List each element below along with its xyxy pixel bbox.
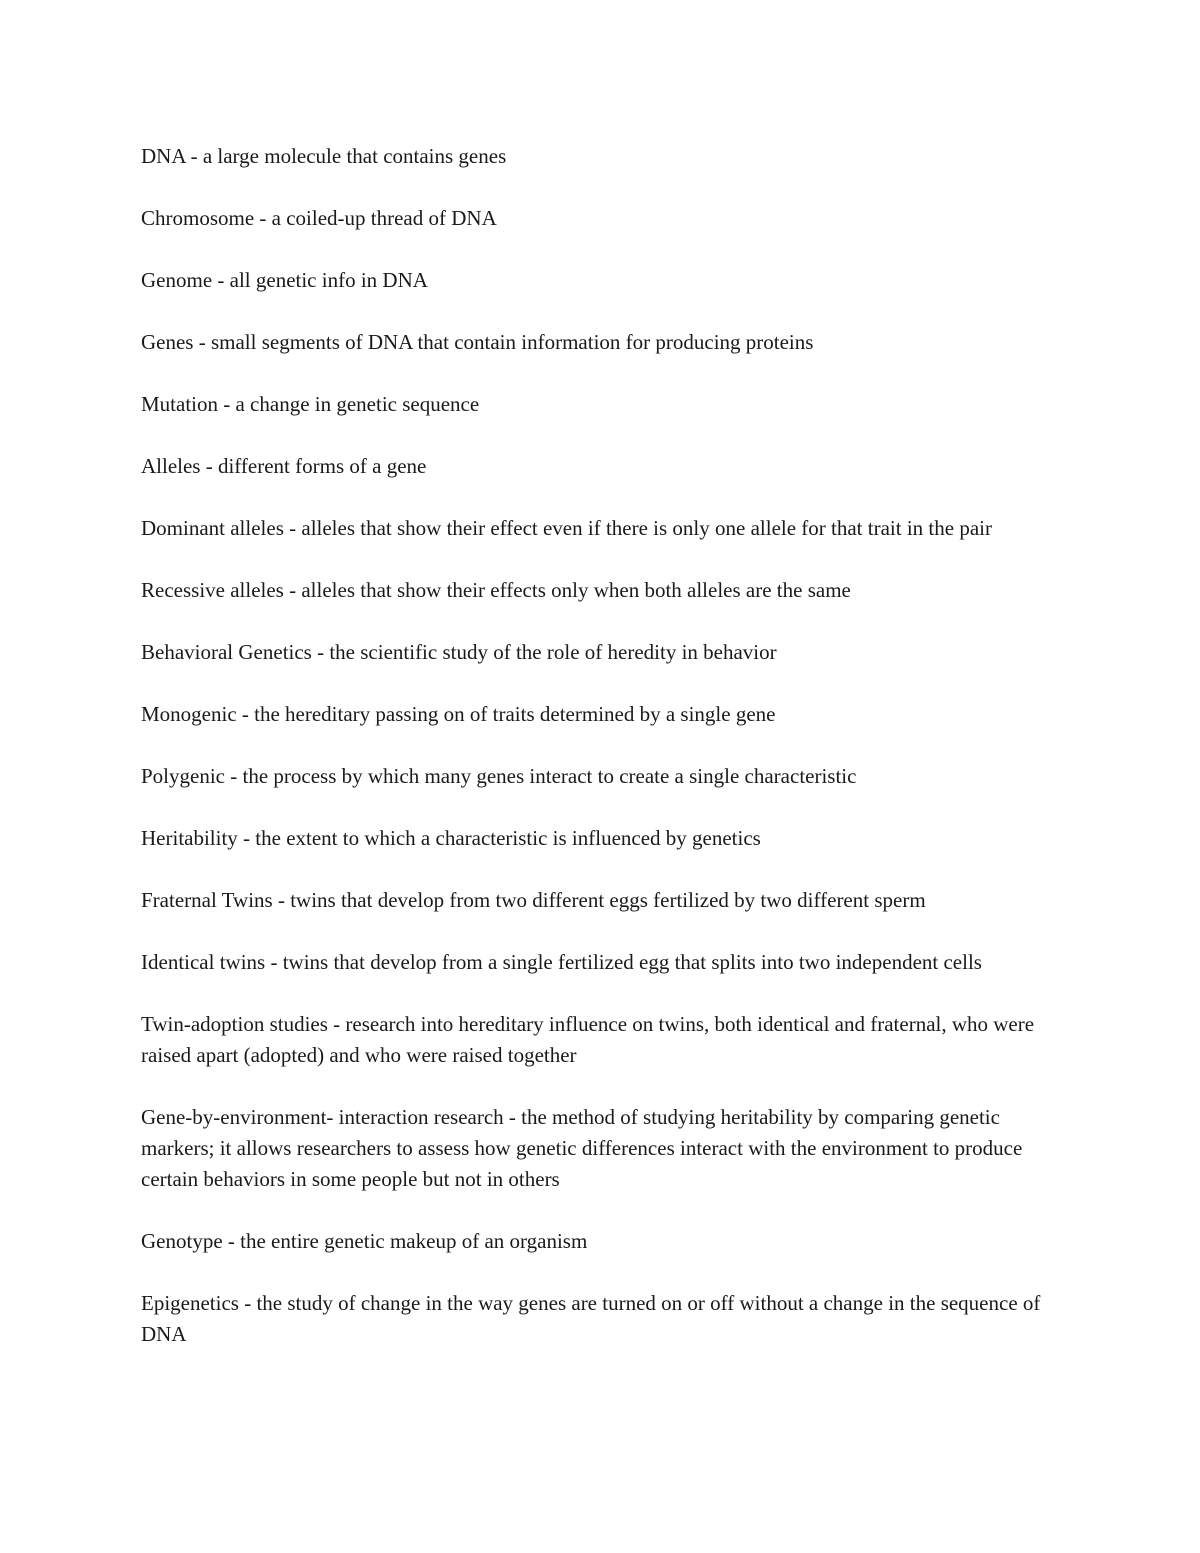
glossary-entry: Identical twins - twins that develop from a single fertilized egg that splits into two independent cells (141, 950, 982, 974)
glossary-entry: Twin-adoption studies - research into hereditary influence on twins, both identical and fraternal, who were raised apart (adopted) and who were raised together (141, 1012, 1035, 1067)
glossary-entry: Mutation - a change in genetic sequence (141, 392, 480, 416)
glossary-entry: Genes - small segments of DNA that contain information for producing proteins (141, 330, 814, 354)
glossary-entry: Fraternal Twins - twins that develop from two different eggs fertilized by two different sperm (141, 888, 926, 912)
glossary-entry: Monogenic - the hereditary passing on of traits determined by a single gene (141, 702, 776, 726)
glossary-entry: Gene-by-environment- interaction research - the method of studying heritability by comparing genetic markers; it allows researchers to assess how genetic differences interact with the environment to produce certain behaviors in some people but not in others (141, 1105, 1023, 1191)
glossary-entry: Alleles - different forms of a gene (141, 454, 427, 478)
glossary-entry: Genome - all genetic info in DNA (141, 268, 428, 292)
glossary-entry: Chromosome - a coiled-up thread of DNA (141, 206, 497, 230)
glossary-entry: Epigenetics - the study of change in the way genes are turned on or off without a change in the sequence of DNA (141, 1291, 1041, 1346)
glossary-entry: Genotype - the entire genetic makeup of an organism (141, 1229, 588, 1253)
glossary-list (141, 141, 1061, 1381)
glossary-entry: Behavioral Genetics - the scientific study of the role of heredity in behavior (141, 640, 777, 664)
glossary-entry: Dominant alleles - alleles that show their effect even if there is only one allele for that trait in the pair (141, 516, 992, 540)
glossary-entry: DNA - a large molecule that contains genes (141, 144, 507, 168)
glossary-entry: Heritability - the extent to which a characteristic is influenced by genetics (141, 826, 761, 850)
glossary-entry: Polygenic - the process by which many genes interact to create a single characteristic (141, 764, 857, 788)
glossary-entry: Recessive alleles - alleles that show their effects only when both alleles are the same (141, 578, 851, 602)
